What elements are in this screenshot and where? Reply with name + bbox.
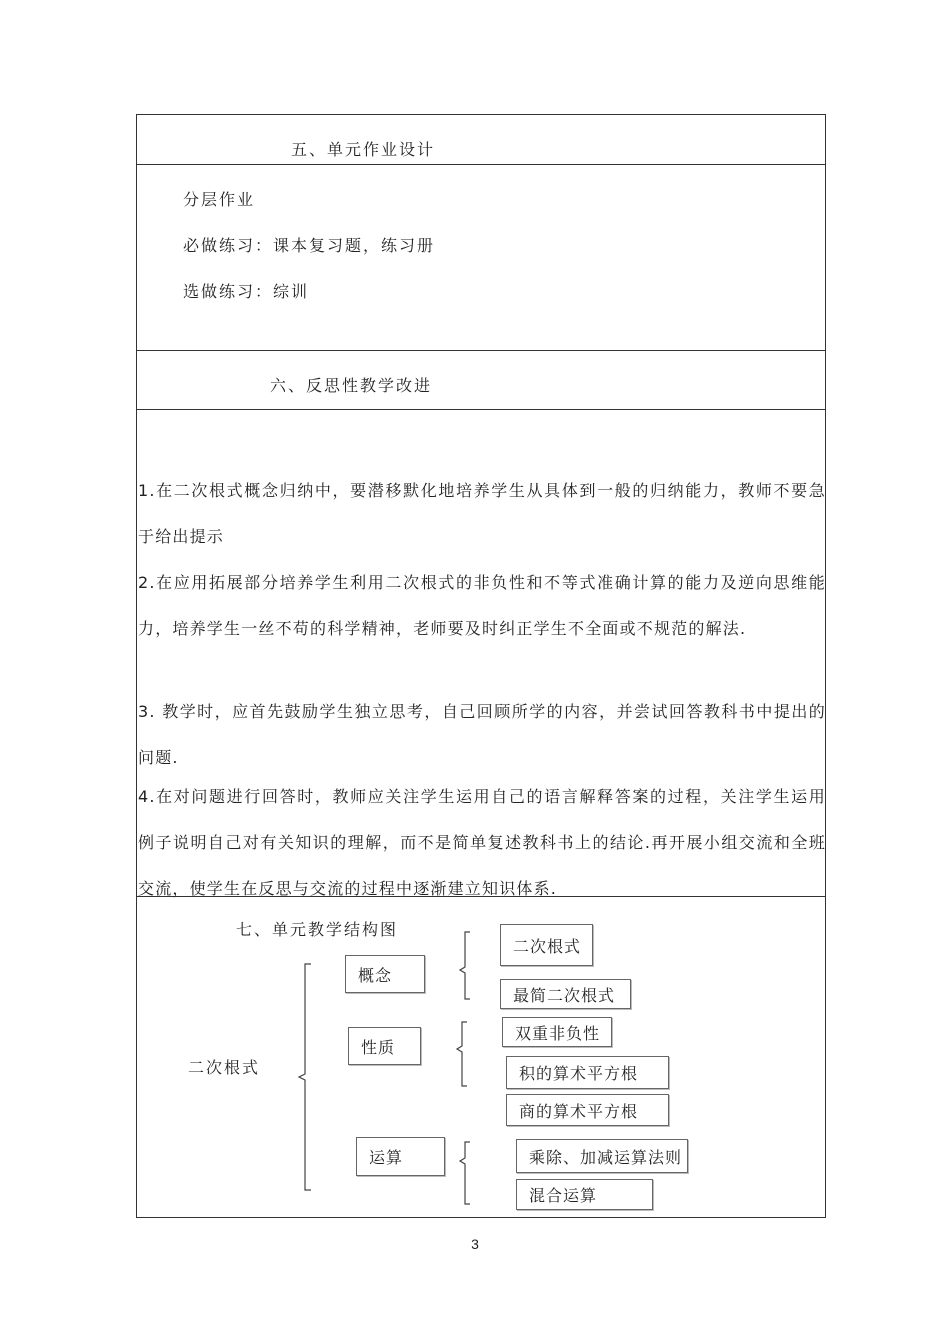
section5-title: 五、单元作业设计 [291,140,436,159]
section6-title: 六、反思性教学改进 [270,376,433,395]
reflection-paragraph: 4.在对问题进行回答时，教师应关注学生运用自己的语言解释答案的过程，关注学生运用例子说明自己对有关知识的理解，而不是简单复述教科书上的结论.再开展小组交流和全班交流，使学生在反思与交流的过程中逐渐建立知识体系. [138,787,826,898]
branch-box-operation: 运算 [356,1137,445,1176]
leaf-box: 二次根式 [500,924,593,966]
leaf-box: 最简二次根式 [500,979,631,1009]
page-number: 3 [471,1236,479,1252]
property-brace [457,1022,467,1086]
homework-line: 选做练习：综训 [183,282,310,301]
main-brace [299,964,311,1190]
leaf-box: 商的算术平方根 [506,1094,669,1126]
reflection-paragraph: 3. 教学时，应首先鼓励学生独立思考，自己回顾所学的内容，并尝试回答教科书中提出的问题. [138,702,826,767]
leaf-box: 混合运算 [516,1179,653,1210]
branch-box-concept: 概念 [345,955,425,993]
concept-brace [460,932,470,999]
homework-line: 必做练习：课本复习题，练习册 [183,236,436,255]
operation-brace [460,1142,470,1204]
homework-line: 分层作业 [183,190,256,209]
reflection-paragraph: 1.在二次根式概念归纳中，要潜移默化地培养学生从具体到一般的归纳能力，教师不要急于给出提示 [138,481,826,546]
leaf-box: 积的算术平方根 [506,1056,669,1089]
leaf-box: 乘除、加减运算法则 [516,1139,688,1173]
leaf-box: 双重非负性 [502,1017,612,1047]
reflection-paragraph: 2.在应用拓展部分培养学生利用二次根式的非负性和不等式准确计算的能力及逆向思维能力，培养学生一丝不苟的科学精神，老师要及时纠正学生不全面或不规范的解法. [138,573,826,638]
section7-title: 七、单元教学结构图 [236,920,399,939]
branch-box-property: 性质 [348,1027,421,1065]
structure-root: 二次根式 [188,1058,261,1077]
